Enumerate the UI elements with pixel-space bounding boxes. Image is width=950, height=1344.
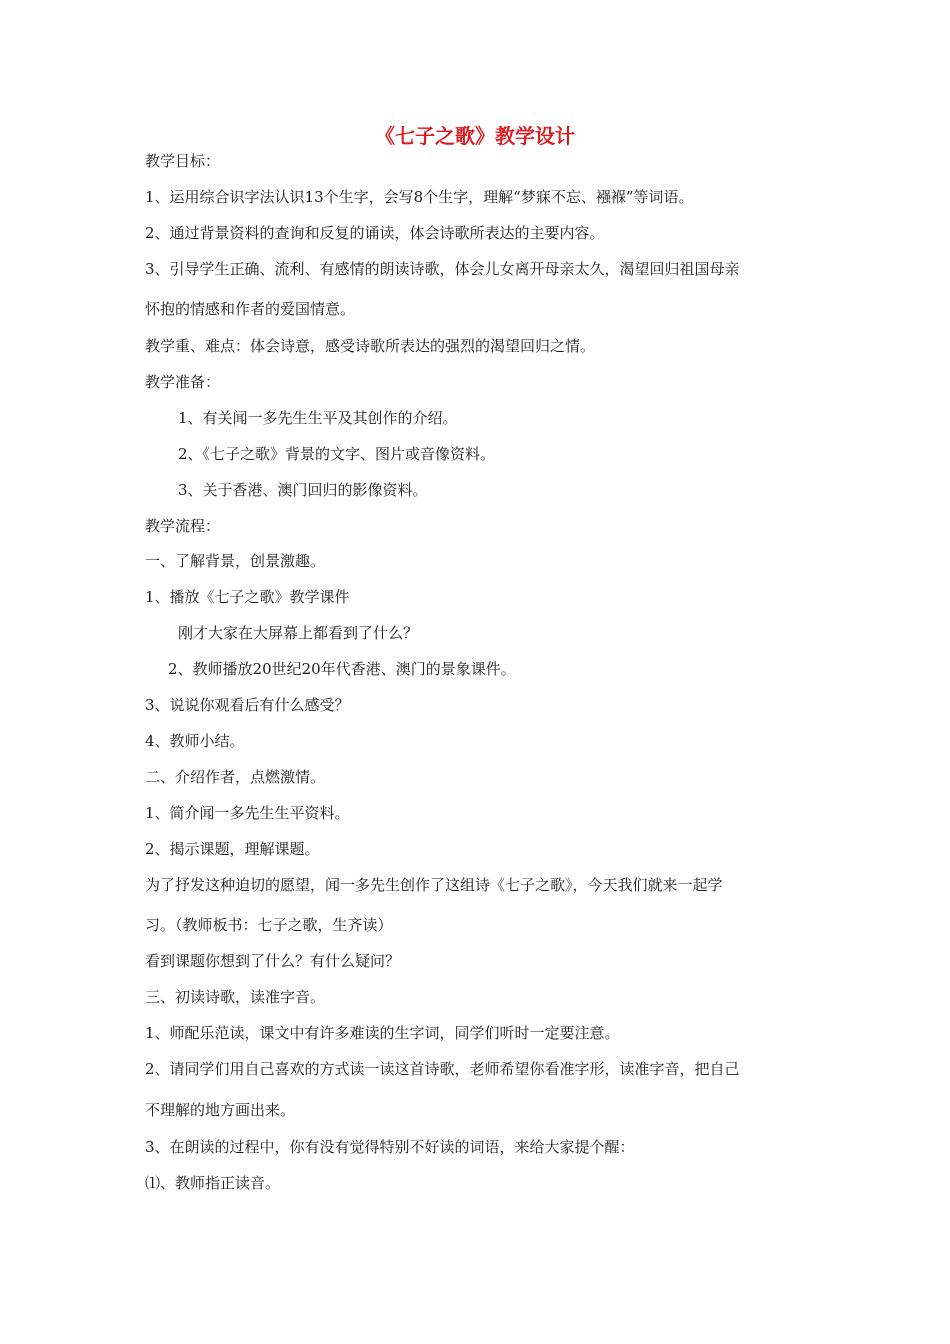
- paragraph-line: 1、播放《七子之歌》教学课件: [145, 588, 350, 606]
- paragraph-line: 2、揭示课题，理解课题。: [145, 840, 320, 858]
- paragraph-line: 教学流程：: [145, 517, 221, 535]
- paragraph-line: 1、运用综合识字法认识13个生字，会写8个生字，理解“梦寐不忘、襁褓”等词语。: [145, 188, 694, 206]
- paragraph-line: ⑴、教师指正读音。: [145, 1174, 281, 1192]
- paragraph-line: 怀抱的情感和作者的爱国情意。: [145, 300, 356, 318]
- paragraph-line: 1、师配乐范读，课文中有许多难读的生字词，同学们听时一定要注意。: [145, 1024, 620, 1042]
- paragraph-line: 不理解的地方画出来。: [145, 1101, 296, 1119]
- paragraph-line: 1、简介闻一多先生生平资料。: [145, 804, 350, 822]
- paragraph-line: 3、关于香港、澳门回归的影像资料。: [178, 481, 428, 499]
- paragraph-line: 为了抒发这种迫切的愿望，闻一多先生创作了这组诗《七子之歌》，今天我们就来一起学: [145, 876, 723, 894]
- paragraph-line: 3、引导学生正确、流利、有感情的朗读诗歌，体会儿女离开母亲太久，渴望回归祖国母亲: [145, 260, 740, 278]
- paragraph-line: 4、教师小结。: [145, 732, 245, 750]
- paragraph-line: 教学目标：: [145, 152, 221, 170]
- paragraph-line: 三、初读诗歌，读准字音。: [145, 988, 326, 1006]
- paragraph-line: 3、在朗读的过程中，你有没有觉得特别不好读的词语，来给大家提个醒：: [145, 1138, 635, 1156]
- paragraph-line: 一、了解背景，创景激趣。: [145, 552, 326, 570]
- paragraph-line: 2、通过背景资料的查询和反复的诵读，体会诗歌所表达的主要内容。: [145, 224, 605, 242]
- paragraph-line: 习。（教师板书：七子之歌，生齐读）: [145, 916, 393, 934]
- paragraph-line: 教学准备：: [145, 373, 221, 391]
- paragraph-line: 2、《七子之歌》背景的文字、图片或音像资料。: [178, 445, 496, 463]
- paragraph-line: 1、有关闻一多先生生平及其创作的介绍。: [178, 409, 458, 427]
- paragraph-line: 2、请同学们用自己喜欢的方式读一读这首诗歌，老师希望你看准字形，读准字音，把自己: [145, 1060, 740, 1078]
- document-title: 《七子之歌》教学设计: [375, 124, 575, 148]
- paragraph-line: 刚才大家在大屏幕上都看到了什么？: [178, 624, 419, 642]
- paragraph-line: 2、教师播放20世纪20年代香港、澳门的景象课件。: [168, 660, 516, 678]
- paragraph-line: 二、介绍作者，点燃激情。: [145, 768, 326, 786]
- paragraph-line: 3、说说你观看后有什么感受？: [145, 696, 350, 714]
- paragraph-line: 教学重、难点：体会诗意，感受诗歌所表达的强烈的渴望回归之情。: [145, 337, 596, 355]
- paragraph-line: 看到课题你想到了什么？有什么疑问？: [145, 952, 401, 970]
